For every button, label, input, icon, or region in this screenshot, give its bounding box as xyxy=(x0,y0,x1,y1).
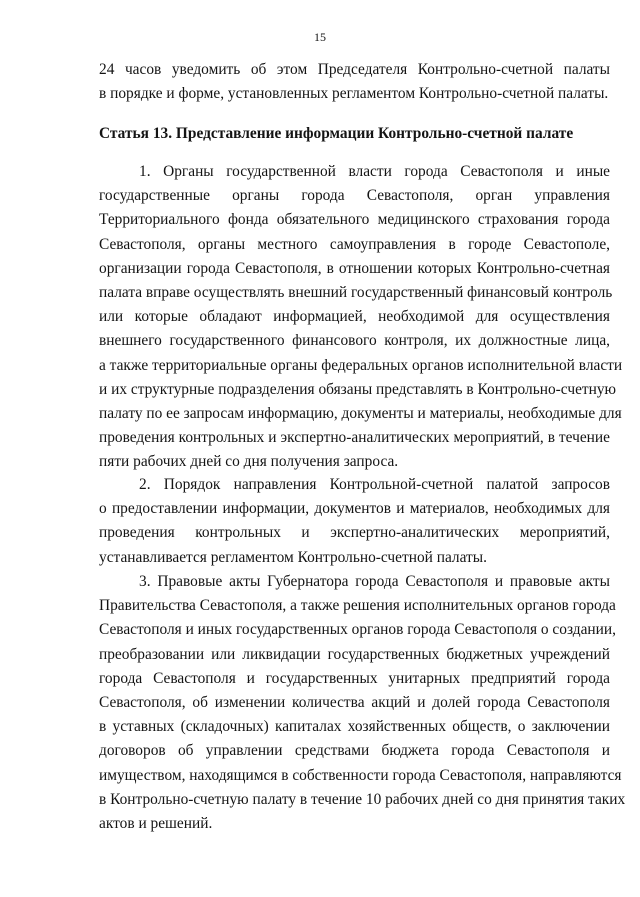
text-line: проведения контрольных и экспертно-аналитических мероприятий, xyxy=(99,524,610,542)
text-line: Севастополя, об изменении количества акций и долей города Севастополя xyxy=(99,694,610,712)
text-line: города Севастополя и государственных унитарных предприятий города xyxy=(99,669,610,687)
paragraph-1 xyxy=(99,160,623,475)
text-line: или которые обладают информацией, необходимой для осуществления xyxy=(99,308,610,326)
text-line: организации города Севастополя, в отношении которых Контрольно-счетная xyxy=(99,259,610,277)
paragraph-3 xyxy=(99,570,626,836)
text-line: Территориального фонда обязательного медицинского страхования города xyxy=(99,211,610,229)
page-number: 15 xyxy=(314,30,326,44)
text-line: Севастополя, органы местного самоуправления в городе Севастополе, xyxy=(99,235,610,253)
article-heading: Статья 13. Представление информации Контрольно-счетной палате xyxy=(99,125,574,142)
text-line: устанавливается регламентом Контрольно-счетной палаты. xyxy=(99,548,487,566)
text-line: и их структурные подразделения обязаны представлять в Контрольно-счетную xyxy=(99,380,617,398)
paragraph-2 xyxy=(99,473,610,570)
text-line: в порядке и форме, установленных регламентом Контрольно-счетной палаты. xyxy=(99,85,609,103)
text-line: в уставных (складочных) капиталах хозяйственных обществ, о заключении xyxy=(99,718,610,736)
intro-paragraph xyxy=(99,58,610,106)
text-line: в Контрольно-счетную палату в течение 10 рабочих дней со дня принятия таких xyxy=(99,790,626,808)
text-line: имуществом, находящимся в собственности города Севастополя, направляются xyxy=(99,766,622,784)
text-line: пяти рабочих дней со дня получения запроса. xyxy=(99,453,399,471)
text-line: договоров об управлении средствами бюджета города Севастополя и xyxy=(99,742,610,760)
text-line: 1. Органы государственной власти города Севастополя и иные xyxy=(139,163,610,180)
text-line: государственные органы города Севастополя, орган управления xyxy=(99,187,610,205)
text-line: палату по ее запросам информацию, документы и материалы, необходимые для xyxy=(99,405,622,423)
text-line: Севастополя и иных государственных органов города Севастополя о создании, xyxy=(99,621,616,639)
text-line: а также территориальные органы федеральных органов исполнительной власти xyxy=(99,356,623,374)
text-line: 2. Порядок направления Контрольной-счетной палатой запросов xyxy=(139,476,610,493)
text-line: 24 часов уведомить об этом Председателя Контрольно-счетной палаты xyxy=(99,61,610,78)
text-line: палата вправе осуществлять внешний государственный финансовый контроль xyxy=(99,284,613,302)
text-line: о предоставлении информации, документов и материалов, необходимых для xyxy=(99,500,610,518)
text-line: преобразовании или ликвидации государственных бюджетных учреждений xyxy=(99,645,610,663)
text-line: актов и решений. xyxy=(99,815,213,833)
text-line: 3. Правовые акты Губернатора города Севастополя и правовые акты xyxy=(139,573,610,590)
text-line: Правительства Севастополя, а также решения исполнительных органов города xyxy=(99,597,616,615)
text-line: проведения контрольных и экспертно-аналитических мероприятий, в течение xyxy=(99,429,610,447)
text-line: внешнего государственного финансового контроля, их должностные лица, xyxy=(99,332,610,350)
